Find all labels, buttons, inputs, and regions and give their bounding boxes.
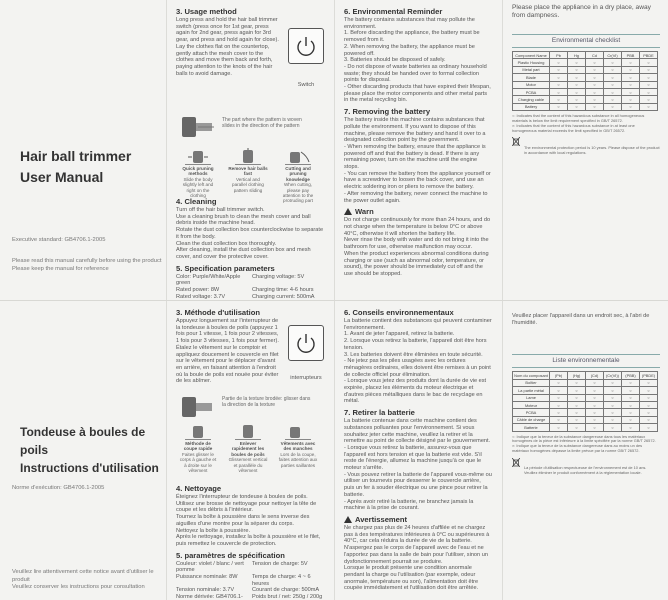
- substance-mark-cell: ○: [640, 88, 658, 95]
- hazard-substance-table: [512, 51, 658, 111]
- substance-mark-cell: ○: [640, 416, 658, 423]
- substance-mark-cell: ○: [568, 74, 586, 81]
- substance-mark-cell: ○: [586, 88, 604, 95]
- usage-panel: [168, 0, 332, 300]
- trimmer-head-icon: [180, 393, 214, 421]
- table-header-substance: (Hg): [568, 372, 586, 379]
- substance-mark-cell: ○: [640, 74, 658, 81]
- checklist-panel-fr: [504, 301, 668, 600]
- component-name-cell: Charging cable: [513, 96, 550, 103]
- spec-power: Rated power: 8W: [176, 287, 220, 294]
- component-name-cell: Câble de charge: [513, 416, 550, 423]
- substance-mark-cell: ○: [604, 394, 622, 401]
- substance-mark-cell: ○: [550, 88, 568, 95]
- table-row: [513, 59, 658, 66]
- hazard-substance-table-fr: [512, 371, 658, 431]
- figure-quick-pruning: Quick pruning methods Slide the body slightly left and right on the clothing: [178, 148, 218, 198]
- substance-mark-cell: ○: [604, 387, 622, 394]
- substance-mark-cell: ○: [622, 379, 640, 386]
- table-row: [513, 88, 658, 95]
- warn-text-fr: Ne chargez pas plus de 24 heures d'affilée et ne chargez pas à des températures inférieures à 0°C ou supérieures à 40°C, car cela réduira la durée de vie de la batterie. N'aspergez pas le corps de l'appareil avec de l'eau et ne l'apportez pas dans la salle de bain pour l'utiliser, sinon un dysfonctionnement pourrait se produire. Lorsque le produit présente une condition anormale pendant la charge ou l'utilisation (par exemple, odeur anormale, température ou son), l'alimentation doit être coupée immédiatement et l'utilisation doit être arrêtée.: [344, 524, 490, 592]
- fold-line: [502, 301, 503, 600]
- manual-title: Hair ball trimmer User Manual: [20, 148, 132, 185]
- figure-cutting-fr: Vêtements avec des manches Lors de la coupe, faites attention aux parties saillantes: [278, 423, 318, 468]
- warn-heading: Warn: [344, 207, 492, 216]
- spec-standard-fr: Norme dérivée: GB4706.1-: [176, 594, 243, 600]
- table-header-substance: (Pb): [550, 372, 568, 379]
- substance-mark-cell: ○: [640, 394, 658, 401]
- remove-battery-heading-fr: 7. Retirer la batterie: [344, 408, 415, 418]
- component-name-cell: Plastic Housing: [513, 59, 550, 66]
- environment-panel: [336, 0, 500, 300]
- table-header-component: Component Name: [513, 52, 550, 59]
- table-row: [513, 424, 658, 431]
- substance-mark-cell: ○: [622, 409, 640, 416]
- switch-label: Switch: [297, 82, 315, 88]
- substance-mark-cell: ○: [604, 74, 622, 81]
- checklist-title-fr: Liste environnementale: [512, 354, 660, 368]
- substance-mark-cell: ○: [640, 81, 658, 88]
- spec-charging-time-fr: Temps de charge: 4 ~ 6 heures: [252, 574, 311, 587]
- component-name-cell: Moteur: [513, 401, 550, 408]
- substance-mark-cell: ○: [640, 401, 658, 408]
- substance-mark-cell: ○: [586, 379, 604, 386]
- component-name-cell: Batterie: [513, 424, 550, 431]
- usage-heading-fr: 3. Méthode d'utilisation: [176, 308, 261, 317]
- component-name-cell: Boîtier: [513, 379, 550, 386]
- table-row: [513, 81, 658, 88]
- figure-remove-fast-fr: Enlever rapidement les boules de poils Glissement vertical et parallèle du vêtement: [228, 423, 268, 473]
- substance-mark-cell: ○: [550, 103, 568, 110]
- crossed-bin-icon: [512, 458, 520, 467]
- cleaning-text: Turn off the hair ball trimmer switch. Use a cleaning brush to clean the mesh cover and ball debris inside the machine head. Rotate the dust collection box counterclockwise to separate it from the body. Clean the dust collection box thoroughly. After cleaning, install the dust collection box and mesh cover, and cover the protective cover.: [176, 207, 324, 260]
- remove-battery-heading: 7. Removing the battery: [344, 107, 431, 117]
- spec-charging-current-fr: Courant de charge: 500mA: [252, 587, 320, 594]
- switch-label-fr: interrupteurs: [290, 375, 322, 381]
- fold-line: [334, 301, 335, 600]
- substance-mark-cell: ○: [622, 66, 640, 73]
- spec-color-fr: Couleur: violet / blanc / vert pomme: [176, 560, 244, 574]
- substance-mark-cell: ○: [640, 424, 658, 431]
- substance-mark-cell: ○: [622, 81, 640, 88]
- trimmer-on-cloth-icon: [185, 148, 211, 164]
- warn-heading-fr: Avertissement: [344, 515, 492, 524]
- trimmer-on-cloth-icon: [185, 423, 211, 439]
- substance-mark-cell: ○: [604, 401, 622, 408]
- specs-table: [176, 274, 324, 300]
- figure-cutting: Cutting and pruning knowledge When cutting, please pay attention to the protruding part: [278, 148, 318, 204]
- substance-mark-cell: ○: [622, 394, 640, 401]
- substance-mark-cell: ○: [586, 424, 604, 431]
- table-header-substance: Cd: [586, 52, 604, 59]
- spec-voltage-fr: Tension nominale: 3.7V: [176, 587, 235, 594]
- substance-mark-cell: ○: [586, 387, 604, 394]
- figure-remove-fast: Remove hair balls fast Vertical and parallel clothing pattern sliding: [228, 148, 268, 193]
- table-row: [513, 416, 658, 423]
- environment-heading-fr: 6. Conseils environnementaux: [344, 308, 454, 317]
- spec-charging-voltage-fr: Tension de charge: 5V: [252, 560, 308, 567]
- usage-panel-fr: [168, 301, 332, 600]
- substance-mark-cell: ○: [604, 409, 622, 416]
- substance-mark-cell: ○: [550, 387, 568, 394]
- substance-mark-cell: ○: [622, 96, 640, 103]
- fold-line: [334, 0, 335, 300]
- table-row: [513, 66, 658, 73]
- component-name-cell: PCBA: [513, 88, 550, 95]
- substance-mark-cell: ○: [550, 66, 568, 73]
- component-name-cell: Battery: [513, 103, 550, 110]
- table-header-substance: (PBDE): [640, 372, 658, 379]
- checklist-panel: [504, 0, 668, 300]
- substance-mark-cell: ○: [622, 74, 640, 81]
- substance-mark-cell: ○: [568, 96, 586, 103]
- substance-mark-cell: ○: [604, 416, 622, 423]
- substance-mark-cell: ○: [550, 401, 568, 408]
- substance-mark-cell: ○: [550, 416, 568, 423]
- substance-mark-cell: ○: [604, 379, 622, 386]
- trimmer-on-cloth-icon: [285, 423, 311, 439]
- substance-mark-cell: ○: [604, 81, 622, 88]
- table-row: [513, 96, 658, 103]
- substance-mark-cell: ○: [640, 103, 658, 110]
- spec-voltage: Rated voltage: 3.7V: [176, 293, 226, 300]
- substance-mark-cell: ○: [586, 74, 604, 81]
- spec-charging-voltage: Charging voltage: 5V: [252, 273, 305, 280]
- checklist-note: ○: Indicates that the content of this hazardous substance in all homogeneous materials is below the limit requirement specified in GB/T 26572. ×: Indicates that the content of this hazardous substance in at least one homogeneous material exceeds the limit specified in GB/T 26572.: [512, 113, 645, 133]
- table-row: [513, 401, 658, 408]
- cover-panel: [0, 0, 164, 300]
- specs-heading-fr: 5. paramètres de spécification: [176, 550, 285, 560]
- substance-mark-cell: ○: [550, 59, 568, 66]
- substance-mark-cell: ○: [568, 409, 586, 416]
- checklist-title: Environmental checklist: [512, 34, 660, 48]
- power-icon: [289, 326, 323, 360]
- substance-mark-cell: ○: [586, 103, 604, 110]
- table-header-substance: Hg: [568, 52, 586, 59]
- substance-mark-cell: ○: [568, 103, 586, 110]
- substance-mark-cell: ○: [550, 81, 568, 88]
- table-header-component: Nom du composant: [514, 373, 548, 379]
- cleaning-text-fr: Éteignez l'interrupteur de tondeuse à boules de poils. Utilisez une brosse de nettoyage pour nettoyer la tête de coupe et les débris à l'intérieur. Tournez la boîte à poussière dans le sens inverse des aiguilles d'une montre pour la séparer du corps. Nettoyez la boîte à poussière. Après le nettoyage, installez la boîte à poussière et le filet, puis remettez le couvercle de protection.: [176, 494, 321, 547]
- substance-mark-cell: ○: [604, 66, 622, 73]
- component-name-cell: Metal part: [513, 66, 550, 73]
- substance-mark-cell: ○: [550, 409, 568, 416]
- substance-mark-cell: ○: [622, 416, 640, 423]
- table-header-substance: PBDE: [640, 52, 658, 59]
- crossed-bin-icon: [512, 137, 520, 146]
- table-header-substance: (PBB): [622, 372, 640, 379]
- substance-mark-cell: ○: [604, 59, 622, 66]
- substance-mark-cell: ○: [586, 96, 604, 103]
- substance-mark-cell: ○: [622, 424, 640, 431]
- substance-mark-cell: ○: [586, 401, 604, 408]
- substance-mark-cell: ○: [568, 387, 586, 394]
- spec-color: Color: Purple/White/Apple green: [176, 273, 241, 287]
- trimmer-on-cloth-icon: [235, 148, 261, 164]
- cleaning-heading-fr: 4. Nettoyage: [176, 484, 222, 493]
- cover-panel-fr: [0, 301, 164, 600]
- substance-mark-cell: ○: [604, 103, 622, 110]
- checklist-note-fr: ○: Indique que la teneur de la substance dangereuse dans tous les matériaux homogènes de la pièce est inférieure à la limite spécifiée par la norme GB/T 26572. ×: Indique que la teneur de la substance dangereuse dans au moins un des matériaux homogènes dépasse la limite prévue par la norme GB/T 26572.: [512, 433, 656, 453]
- environment-text: The battery contains substances that may pollute the environment. 1. Before discarding the appliance, the battery must be removed from it. 2. When removing the battery, the appliance must be powered off. 3. Batteries should be disposed of safely. - Do not dispose of waste batteries as ordinary household waste; they should be handed over to formal collection points for disposal. - Other discarding products that have expired their lifespan, please place the motor components and other metal parts in the metal recycling bin.: [344, 17, 491, 104]
- substance-mark-cell: ○: [550, 379, 568, 386]
- substance-mark-cell: ○: [604, 424, 622, 431]
- warning-triangle-icon: [344, 516, 352, 523]
- substance-mark-cell: ○: [550, 74, 568, 81]
- substance-mark-cell: ○: [568, 88, 586, 95]
- table-header-substance: (Cd): [586, 372, 604, 379]
- component-name-cell: Blade: [513, 74, 550, 81]
- table-row: [513, 379, 658, 386]
- trimmer-on-cloth-icon: [235, 423, 261, 439]
- trimmer-head-icon: [180, 113, 214, 141]
- component-name-cell: PCBA: [513, 409, 550, 416]
- disposal-note: The environmental protection period is 10 years. Please dispose of the product in accordance with local regulations.: [512, 136, 660, 155]
- environment-text-fr: La batterie contient des substances qui peuvent contaminer l'environnement. 1. Avant de jeter l'appareil, retirez la batterie. 2. Lorsque vous retirez la batterie, l'appareil doit être hors tension. 3. Les batteries doivent être éliminées en toute sécurité. - Ne jetez pas les piles usagées avec les ordures ménagères ordinaires, elles doivent être remises à un point de collecte officiel pour élimination. - Lorsque vous jetez des produits dont la durée de vie est expirée, placez les éléments du moteur électrique et d'autres pièces métalliques dans le bac de recyclage en métal.: [344, 318, 492, 405]
- spec-charging-time: Charging time: 4-6 hours: [252, 287, 314, 294]
- substance-mark-cell: ○: [640, 379, 658, 386]
- environment-panel-fr: [336, 301, 500, 600]
- warn-text: Do not charge continuously for more than 24 hours, and do not charge when the temperature is below 0°C or above 40°C, otherwise it will shorten the battery life. Never rinse the body with water and do not bring it into the bathroom for use, otherwise malfunction may occur. When the product experiences abnormal conditions during charging or use (such as abnormal odor, temperature, or sound), the power should be immediately cut off and the use should be stopped.: [344, 217, 491, 277]
- dry-place-note-fr: Veuillez placer l'appareil dans un endroit sec, à l'abri de l'humidité.: [512, 313, 650, 326]
- specs-table-fr: [176, 561, 324, 600]
- spec-weight-fr: Poids brut / net: 250g / 200g: [252, 594, 323, 600]
- fold-line: [502, 0, 503, 300]
- substance-mark-cell: ○: [568, 401, 586, 408]
- remove-battery-text: The battery inside this machine contains substances that pollute the environment. If you want to dispose of this machine, please remove the battery and hand it over to a designated collection point by the government. - When removing the battery, ensure that the appliance is powered off and that the battery is dead. If there is any remaining power, turn on the machine until the engine stops. - You can remove the battery from the appliance yourself or have a screwdriver to loosen the back cover, and use an electric soldering iron or pliers to remove the battery. - After removing the battery, never connect the machine to the power outlet again.: [344, 117, 491, 204]
- substance-mark-cell: ○: [586, 59, 604, 66]
- power-switch-illustration: [288, 28, 324, 64]
- executive-standard-fr: Norme d'exécution: GB4706.1-2005: [12, 485, 105, 491]
- fold-line: [166, 0, 167, 300]
- substance-mark-cell: ○: [640, 387, 658, 394]
- substance-mark-cell: ○: [586, 81, 604, 88]
- table-header-substance: Cr(VI): [604, 52, 622, 59]
- power-icon: [289, 29, 323, 63]
- substance-mark-cell: ○: [604, 96, 622, 103]
- substance-mark-cell: ○: [622, 401, 640, 408]
- substance-mark-cell: ○: [568, 424, 586, 431]
- pattern-direction-note-fr: Partie de la texture brodée: glisser dans la direction de la texture: [222, 396, 311, 408]
- fold-line: [166, 301, 167, 600]
- disposal-note-fr: La période d'utilisation respectueuse de l'environnement est de 10 ans. Veuillez éliminer le produit conformément à la réglementation locale.: [512, 457, 660, 476]
- table-header-substance: Pb: [550, 52, 568, 59]
- substance-mark-cell: ○: [622, 387, 640, 394]
- substance-mark-cell: ○: [586, 66, 604, 73]
- substance-mark-cell: ○: [568, 66, 586, 73]
- trimmer-on-cloth-icon: [285, 148, 311, 164]
- substance-mark-cell: ○: [640, 96, 658, 103]
- substance-mark-cell: ○: [568, 59, 586, 66]
- spec-power-fr: Puissance nominale: 8W: [176, 574, 238, 581]
- substance-mark-cell: ○: [586, 409, 604, 416]
- substance-mark-cell: ○: [622, 103, 640, 110]
- table-row: [513, 394, 658, 401]
- substance-mark-cell: ○: [640, 66, 658, 73]
- substance-mark-cell: ○: [568, 416, 586, 423]
- table-row: [513, 103, 658, 110]
- usage-heading: 3. Usage method: [176, 7, 237, 16]
- substance-mark-cell: ○: [586, 394, 604, 401]
- table-header-substance: (Cr(VI)): [604, 372, 622, 379]
- substance-mark-cell: ○: [586, 416, 604, 423]
- manual-title-fr: Tondeuse à boules de poils Instructions d'utilisation: [20, 425, 159, 475]
- table-row: [513, 387, 658, 394]
- table-row: [513, 409, 658, 416]
- component-name-cell: Lame: [513, 394, 550, 401]
- substance-mark-cell: ○: [568, 81, 586, 88]
- substance-mark-cell: ○: [568, 394, 586, 401]
- substance-mark-cell: ○: [568, 379, 586, 386]
- substance-mark-cell: ○: [622, 59, 640, 66]
- french-manual: [0, 300, 668, 600]
- substance-mark-cell: ○: [604, 88, 622, 95]
- environment-heading: 6. Environmental Reminder: [344, 7, 443, 16]
- dry-place-note: Please place the appliance in a dry place, away from dampness.: [512, 4, 651, 19]
- table-row: [513, 74, 658, 81]
- spec-charging-current: Charging current: 500mA: [252, 293, 315, 300]
- substance-mark-cell: ○: [550, 96, 568, 103]
- usage-text-fr: Appuyez longuement sur l'interrupteur de la tondeuse à boules de poils (appuyez 1 fois pour 1 vitesse, 1 fois pour 2 vitesses, 1 fois pour 3 vitesses, 1 fois pour fermer). Étalez le vêtement sur le comptoir et appliquez doucement le couvercle en filet sur le vêtement pour le déplacer d'avant en arrière, en faisant attention à l'endroit où la boule de poils est nouée pour éviter de les abîmer.: [176, 318, 279, 385]
- cleaning-heading: 4. Cleaning: [176, 197, 217, 206]
- usage-text: Long press and hold the hair ball trimmer switch (press once for 1st gear, press again for 2nd gear, press again for 3rd gear, and press and hold again for close). Lay the clothes flat on the countertop, gently attach the mesh cover to the clothes and move them back and forth, paying attention to the knots of the hair balls to avoid damage.: [176, 17, 279, 77]
- pattern-direction-note: The part where the pattern is woven slides in the direction of the pattern: [222, 117, 302, 129]
- component-name-cell: La partie métal: [513, 387, 550, 394]
- substance-mark-cell: ○: [622, 88, 640, 95]
- usage-figures-fr: [178, 423, 328, 474]
- read-manual-note: Please read this manual carefully before using the product Please keep the manual for reference: [12, 258, 162, 272]
- substance-mark-cell: ○: [640, 59, 658, 66]
- substance-mark-cell: ○: [640, 409, 658, 416]
- power-switch-illustration-fr: [288, 325, 324, 361]
- read-manual-note-fr: Veuillez lire attentivement cette notice avant d'utiliser le produit Veuillez conserver les instructions pour consultation: [12, 569, 154, 591]
- specs-heading: 5. Specification parameters: [176, 263, 275, 273]
- substance-mark-cell: ○: [550, 424, 568, 431]
- warning-triangle-icon: [344, 208, 352, 215]
- remove-battery-text-fr: La batterie contenue dans cette machine contient des substances polluantes pour l'environnement. Si vous souhaitez jeter cette machine, veuillez la retirer et la remettre au point de collecte désigné par le gouvernement. - Lorsque vous retirez la batterie, assurez-vous que l'appareil est hors tension et que la batterie est vide. S'il reste de l'énergie, allumez la machine jusqu'à ce que le moteur s'arrête. - Vous pouvez retirer la batterie de l'appareil vous-même ou utiliser un tournevis pour desserrer le couvercle arrière, puis un fer à souder électrique ou une pince pour retirer la batterie. - Après avoir retiré la batterie, ne branchez jamais la machine à la prise de courant.: [344, 418, 492, 512]
- figure-quick-pruning-fr: Méthode de coupe rapide Faites glisser le corps à gauche et à droite sur le vêtement: [178, 423, 218, 473]
- table-header-substance: PBB: [622, 52, 640, 59]
- component-name-cell: Motor: [513, 81, 550, 88]
- substance-mark-cell: ○: [550, 394, 568, 401]
- executive-standard: Executive standard: GB4706.1-2005: [12, 237, 106, 243]
